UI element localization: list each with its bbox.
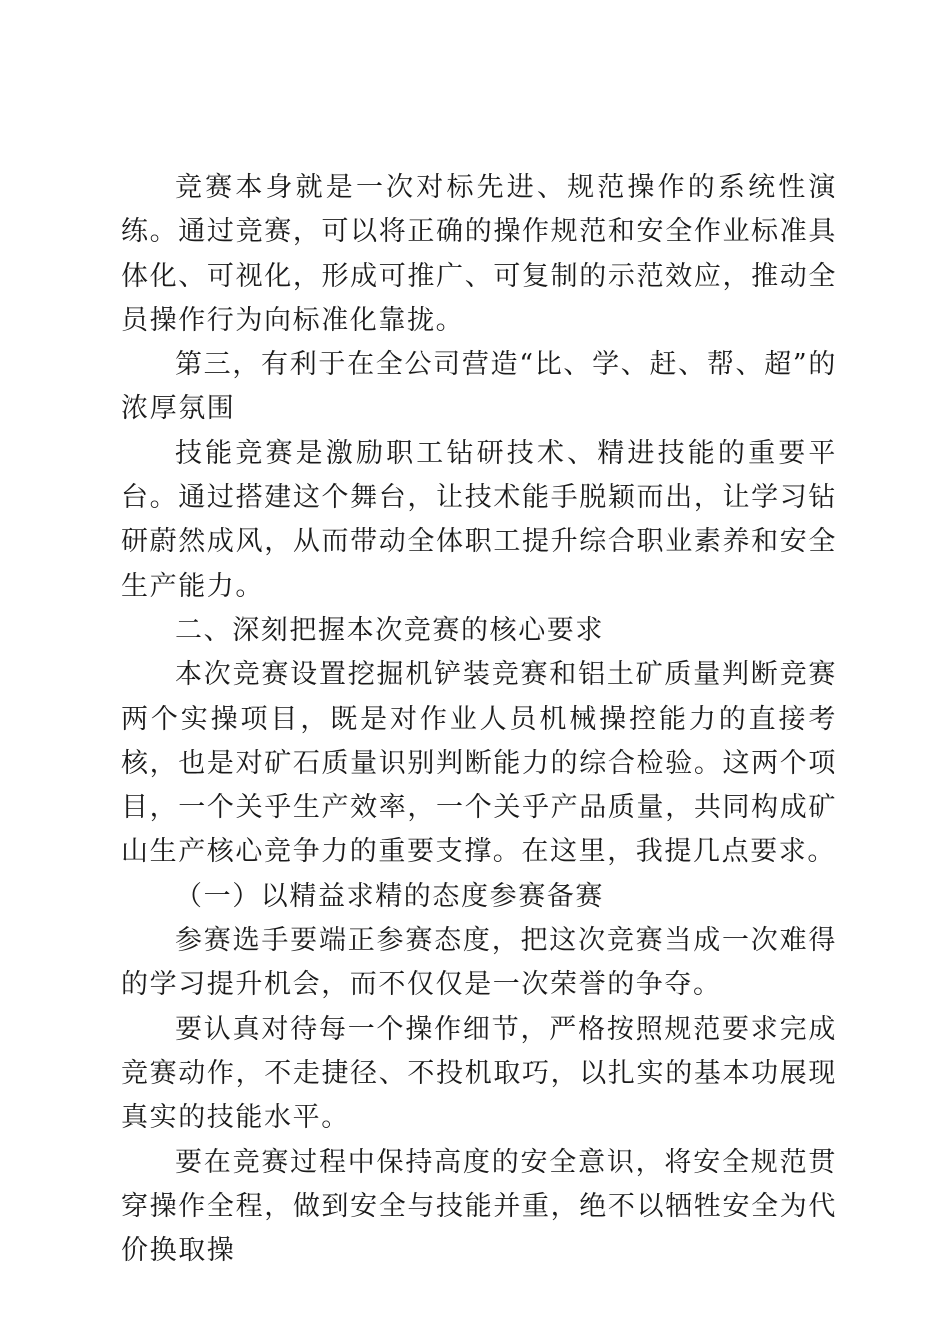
paragraph: 要认真对待每一个操作细节，严格按照规范要求完成竞赛动作，不走捷径、不投机取巧，以扎实的基本功展现真实的技能水平。 [121,1013,837,1134]
paragraph: 要在竞赛过程中保持高度的安全意识，将安全规范贯穿操作全程，做到安全与技能并重，绝不以牺牲安全为代价换取操 [121,1146,837,1267]
paragraph: 参赛选手要端正参赛态度，把这次竞赛当成一次难得的学习提升机会，而不仅仅是一次荣誉的争夺。 [121,925,837,1001]
section-heading: 二、深刻把握本次竞赛的核心要求 [175,614,604,646]
paragraph: 技能竞赛是激励职工钻研技术、精进技能的重要平台。通过搭建这个舞台，让技术能手脱颖而出，让学习钻研蔚然成风，从而带动全体职工提升综合职业素养和安全生产能力。 [121,437,837,602]
document-body [121,166,837,1273]
paragraph: 本次竞赛设置挖掘机铲装竞赛和铝土矿质量判断竞赛两个实操项目，既是对作业人员机械操控能力的直接考核，也是对矿石质量识别判断能力的综合检验。这两个项目，一个关乎生产效率，一个关乎产品质量，共同构成矿山生产核心竞争力的重要支撑。在这里，我提几点要求。 [121,659,837,868]
paragraph: 竞赛本身就是一次对标先进、规范操作的系统性演练。通过竞赛，可以将正确的操作规范和安全作业标准具体化、可视化，形成可推广、可复制的示范效应，推动全员操作行为向标准化靠拢。 [121,172,837,336]
subsection-heading: （一）以精益求精的态度参赛备赛 [175,880,604,912]
section-heading: 第三，有利于在全公司营造“比、学、赶、帮、超”的浓厚氛围 [121,349,837,425]
